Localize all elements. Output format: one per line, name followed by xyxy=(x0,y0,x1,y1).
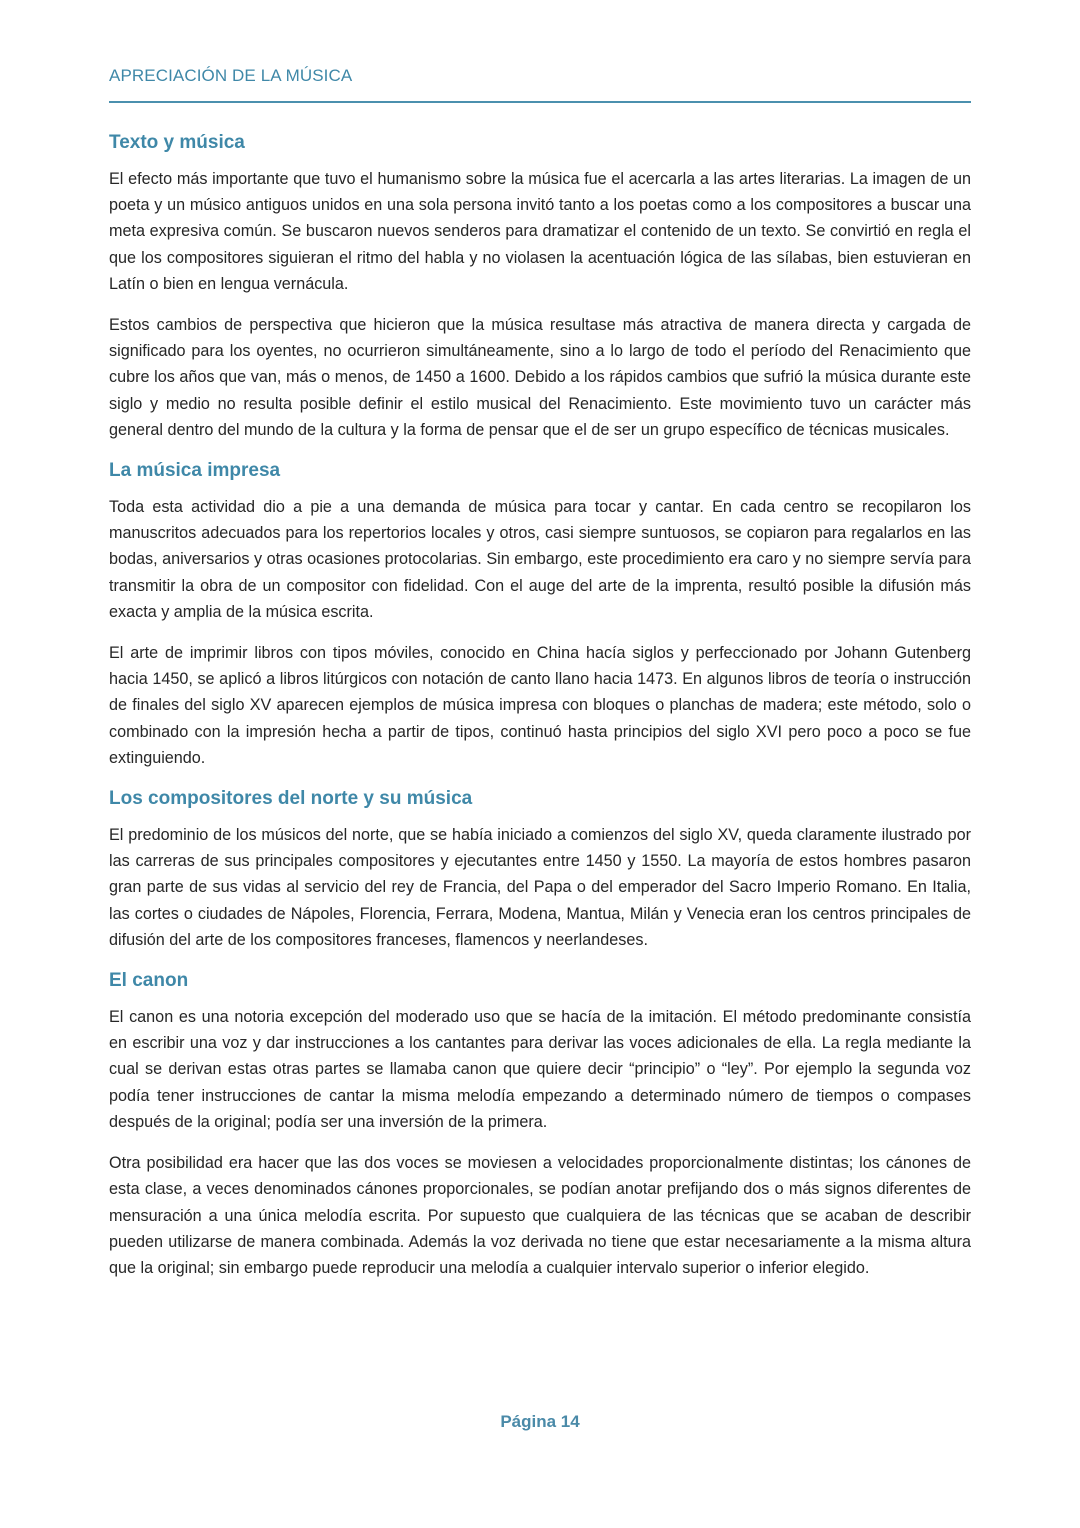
section-la-musica-impresa xyxy=(109,458,971,771)
paragraph: El canon es una notoria excepción del moderado uso que se hacía de la imitación. El método predominante consistía en escribir una voz y dar instrucciones a los cantantes para derivar las voces adicionales de ella. La regla mediante la cual se derivan estas otras partes se llamaba canon que quiere decir “principio” o “ley”. Por ejemplo la segunda voz podía tener instrucciones de cantar la misma melodía empezando a determinado número de tiempos o compases después de la original; podía ser una inversión de la primera. xyxy=(109,1008,971,1131)
section-compositores-del-norte xyxy=(109,786,971,953)
paragraph: Estos cambios de perspectiva que hicieron que la música resultase más atractiva de manera directa y cargada de significado para los oyentes, no ocurrieron simultáneamente, sino a lo largo de todo el período del Renacimiento que cubre los años que van, más o menos, de 1450 a 1600. Debido a los rápidos cambios que sufrió la música durante este siglo y medio no resulta posible definir el estilo musical del Renacimiento. Este movimiento tuvo un carácter más general dentro del mundo de la cultura y la forma de pensar que el de ser un grupo específico de técnicas musicales. xyxy=(109,316,971,439)
section-heading: La música impresa xyxy=(109,460,281,482)
section-heading: Los compositores del norte y su música xyxy=(109,788,473,810)
page-body xyxy=(109,130,971,1296)
paragraph: Otra posibilidad era hacer que las dos voces se moviesen a velocidades proporcionalmente distintas; los cánones de esta clase, a veces denominados cánones proporcionales, se podían anotar prefijando dos o más signos diferentes de mensuración a una única melodía escrita. Por supuesto que cualquiera de las técnicas que se acaban de describir pueden utilizarse de manera combinada. Además la voz derivada no tiene que estar necesariamente a la misma altura que la original; sin embargo puede reproducir una melodía a cualquier intervalo superior o inferior elegido. xyxy=(109,1154,971,1277)
section-el-canon xyxy=(109,968,971,1281)
running-header: APRECIACIÓN DE LA MÚSICA xyxy=(109,66,353,85)
paragraph: El efecto más importante que tuvo el humanismo sobre la música fue el acercarla a las artes literarias. La imagen de un poeta y un músico antiguos unidos en una sola persona invitó tanto a los poetas como a los compositores a buscar una meta expresiva común. Se buscaron nuevos senderos para dramatizar el contenido de un texto. Se convirtió en regla el que los compositores siguieran el ritmo del habla y no violasen la acentuación lógica de las sílabas, bien estuvieran en Latín o bien en lengua vernácula. xyxy=(109,170,971,293)
paragraph: Toda esta actividad dio a pie a una demanda de música para tocar y cantar. En cada centro se recopilaron los manuscritos adecuados para los repertorios locales y otros, casi siempre suntuosos, se copiaron para regalarlos en las bodas, aniversarios y otras ocasiones protocolarias. Sin embargo, este procedimiento era caro y no siempre servía para transmitir la obra de un compositor con fidelidad. Con el auge del arte de la imprenta, resultó posible la difusión más exacta y amplia de la música escrita. xyxy=(109,498,971,621)
paragraph: El predominio de los músicos del norte, que se había iniciado a comienzos del siglo XV, queda claramente ilustrado por las carreras de sus principales compositores y ejecutantes entre 1450 y 1550. La mayoría de estos hombres pasaron gran parte de sus vidas al servicio del rey de Francia, del Papa o del emperador del Sacro Imperio Romano. En Italia, las cortes o ciudades de Nápoles, Florencia, Ferrara, Modena, Mantua, Milán y Venecia eran los centros principales de difusión del arte de los compositores franceses, flamencos y neerlandeses. xyxy=(109,826,971,949)
section-heading: El canon xyxy=(109,970,189,992)
section-heading: Texto y música xyxy=(109,132,245,153)
page-number: Página 14 xyxy=(500,1412,580,1431)
paragraph: El arte de imprimir libros con tipos móviles, conocido en China hacía siglos y perfeccionado por Johann Gutenberg hacia 1450, se aplicó a libros litúrgicos con notación de canto llano hacia 1473. En algunos libros de teoría o instrucción de finales del siglo XV aparecen ejemplos de música impresa con bloques o planchas de madera; este método, solo o combinado con la impresión hecha a partir de tipos, continuó hasta principios del siglo XVI pero poco a poco se fue extinguiendo. xyxy=(109,644,971,767)
header-divider xyxy=(109,101,971,103)
section-texto-y-musica xyxy=(109,130,971,443)
